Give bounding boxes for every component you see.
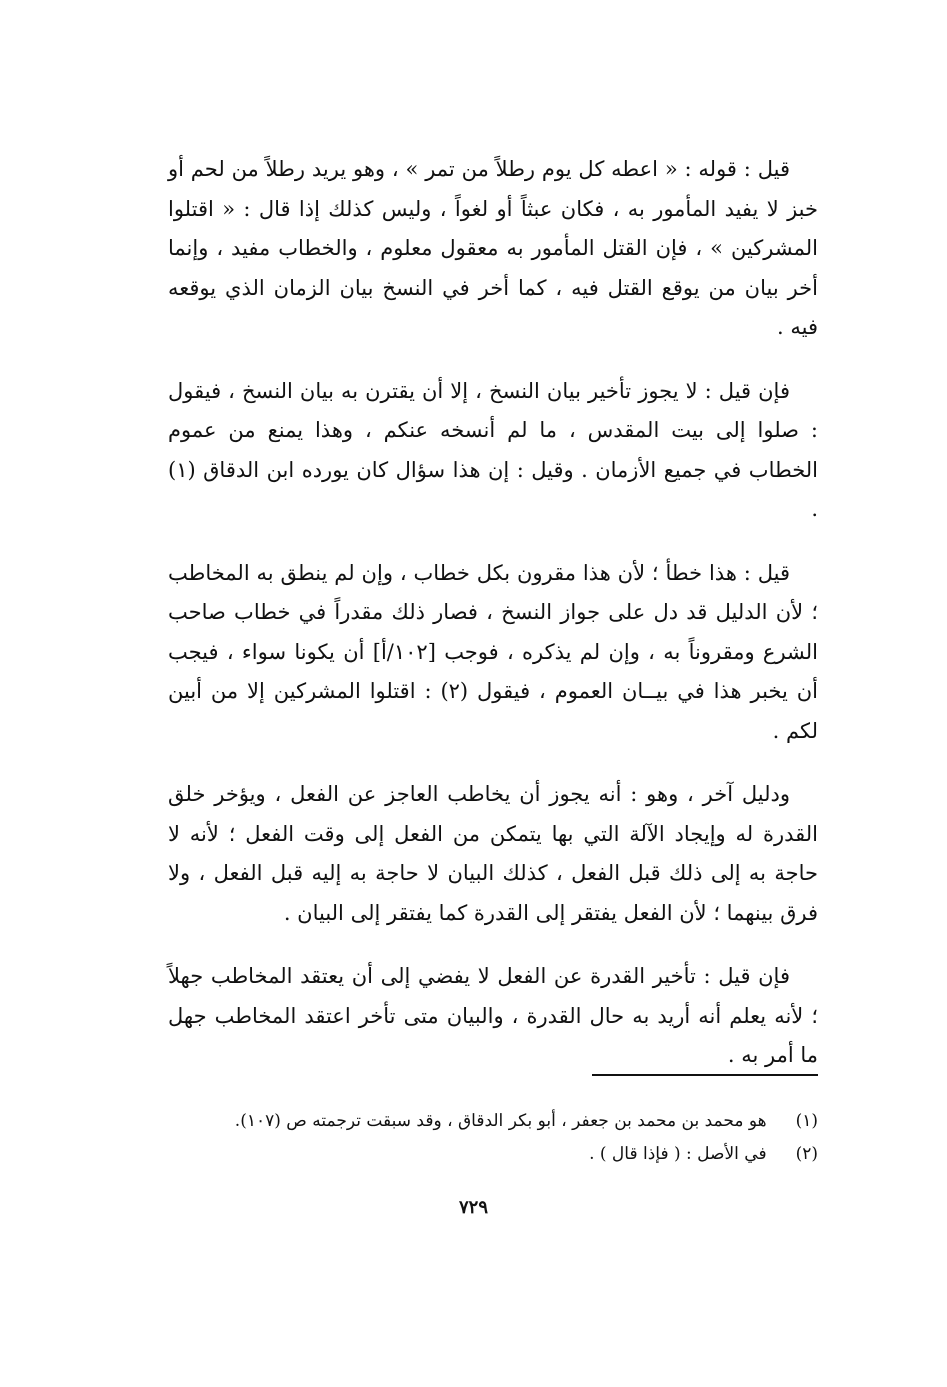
footnote-divider: [592, 1074, 818, 1076]
page-number: ٧٢٩: [458, 1197, 488, 1218]
footnote-1-text: هو محمد بن محمد بن جعفر ، أبو بكر الدقاق ، وقد سبقت ترجمته ص (١٠٧).: [234, 1111, 767, 1131]
footnotes: [168, 1105, 818, 1171]
footnote-2: [168, 1138, 818, 1171]
paragraph-3: قيل : هذا خطأ ؛ لأن هذا مقرون بكل خطاب ، وإن لم ينطق به المخاطب ؛ لأن الدليل قد دل على جواز النسخ ، فصار ذلك مقدراً في خطاب صاحب الشرع ومقروناً به ، وإن لم يذكره ، فوجب [١٠٢/أ] أن يكونا سواء ، فيجب أن يخبر هذا في بيــان العموم ، فيقول (٢) : اقتلوا المشركين إلا من أبين لكم .: [168, 560, 818, 743]
paragraph-5: فإن قيل : تأخير القدرة عن الفعل لا يفضي إلى أن يعتقد المخاطب جهلاً ؛ لأنه يعلم أنه أريد به حال القدرة ، والبيان متى تأخر اعتقد المخاطب جهل ما أمر به .: [168, 964, 818, 1067]
paragraph-4: ودليل آخر ، وهو : أنه يجوز أن يخاطب العاجز عن الفعل ، ويؤخر خلق القدرة له وإيجاد الآلة التي بها يتمكن من الفعل إلى وقت الفعل ؛ لأنه لا حاجة به إلى ذلك قبل الفعل ، كذلك البيان لا حاجة به إليه قبل الفعل ، ولا فرق بينهما ؛ لأن الفعل يفتقر إلى القدرة كما يفتقر إلى البيان .: [168, 782, 818, 925]
paragraph-1: قيل : قوله : « اعطه كل يوم رطلاً من تمر » ، وهو يريد رطلاً من لحم أو خبز لا يفيد المأمور به ، فكان عبثاً أو لغواً ، وليس كذلك إذا قال : « اقتلوا المشركين » ، فإن القتل المأمور به معقول معلوم ، والخطاب مفيد ، وإنما أخر بيان من يوقع القتل فيه ، كما أخر في النسخ بيان الزمان الذي يوقعه فيه .: [168, 157, 818, 339]
footnote-2-text: في الأصل : ( فإذا قال ) .: [589, 1144, 767, 1164]
paragraph-2: فإن قيل : لا يجوز تأخير بيان النسخ ، إلا أن يقترن به بيان النسخ ، فيقول : صلوا إلى بيت المقدس ، ما لم أنسخه عنكم ، وهذا يمنع من عموم الخطاب في جميع الأزمان . وقيل : إن هذا سؤال كان يورده ابن الدقاق (١) .: [168, 378, 818, 521]
footnote-1: [168, 1105, 818, 1138]
footnote-1-number: (١): [795, 1111, 818, 1131]
footnote-2-number: (٢): [795, 1144, 818, 1164]
main-text: [168, 150, 818, 1100]
